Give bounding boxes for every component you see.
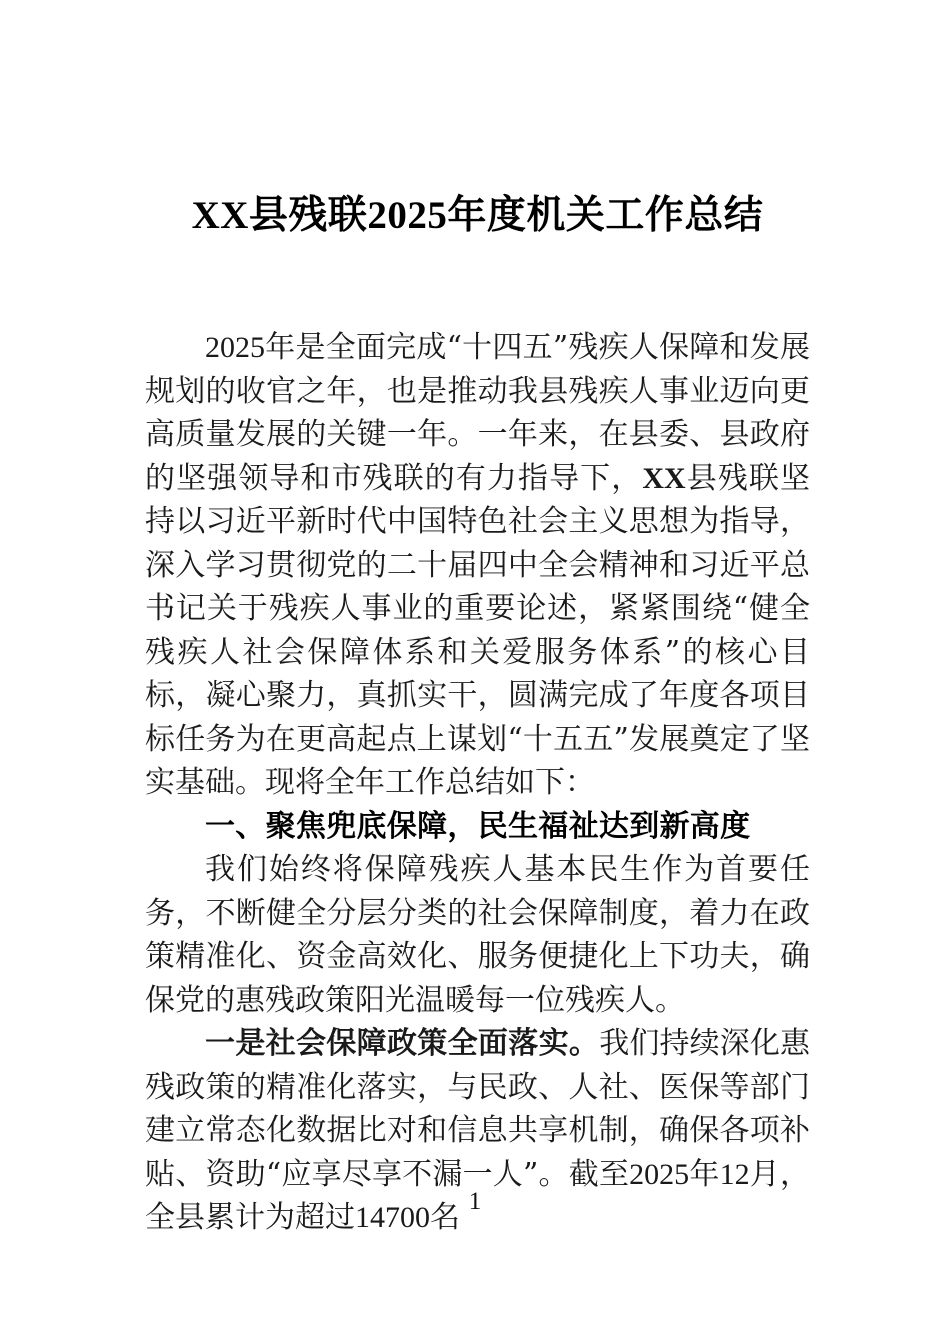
item-1-text-d: 名 [430,1200,460,1235]
intro-text-a: 年是全面完成“十四五”残疾人保障和发展规划的收官之年，也是推动我县残疾人事业迈向更高质量发展的关键一年。一年来，在县委、县政府的坚强领导和市残联的有力指导下， [145,330,810,496]
section-heading-1: 一、聚焦兜底保障，民生福祉达到新高度 [205,809,751,843]
body-text-stack [145,326,810,1240]
paragraph-intro [145,326,810,805]
item-1-month: 12 [719,1157,750,1191]
item-1-text-b: 年 [689,1156,720,1192]
intro-org-abbrev: XX [642,461,686,495]
page-title-text: XX县残联2025年度机关工作总结 [191,194,764,237]
page-title [145,188,810,244]
intro-text-b: 县残联坚持以习近平新时代中国特色社会主义思想为指导，深入学习贯彻党的二十届四中全会精神和习近平总书记关于残疾人事业的重要论述，紧紧围绕“健全残疾人社会保障体系和关爱服务体系”的核心目标，凝心聚力，真抓实干，圆满完成了年度各项目标任务为在更高起点上谋划“十五五”发展奠定了坚实基础。现将全年工作总结如下： [145,460,811,800]
page-number: 1 [468,1188,482,1215]
paragraph-section-1-body: 我们始终将保障残疾人基本民生作为首要任务，不断健全分层分类的社会保障制度，着力在政策精准化、资金高效化、服务便捷化上下功夫，确保党的惠残政策阳光温暖每一位残疾人。 [145,852,810,1018]
item-1-lead-in: 一是社会保障政策全面落实。 [205,1026,600,1061]
intro-year: 2025 [205,331,265,364]
item-1-text-a: 我们持续深化惠残政策的精准化落实，与民政、人社、医保等部门建立常态化数据比对和信息共享机制，确保各项补贴、资助“应享尽享不漏一人”。截至 [145,1026,811,1192]
item-1-beneficiary-count: 14700 [355,1201,430,1234]
item-1-text-c: 月，全县累计为超过 [145,1156,811,1235]
item-1-year: 2025 [629,1157,690,1191]
